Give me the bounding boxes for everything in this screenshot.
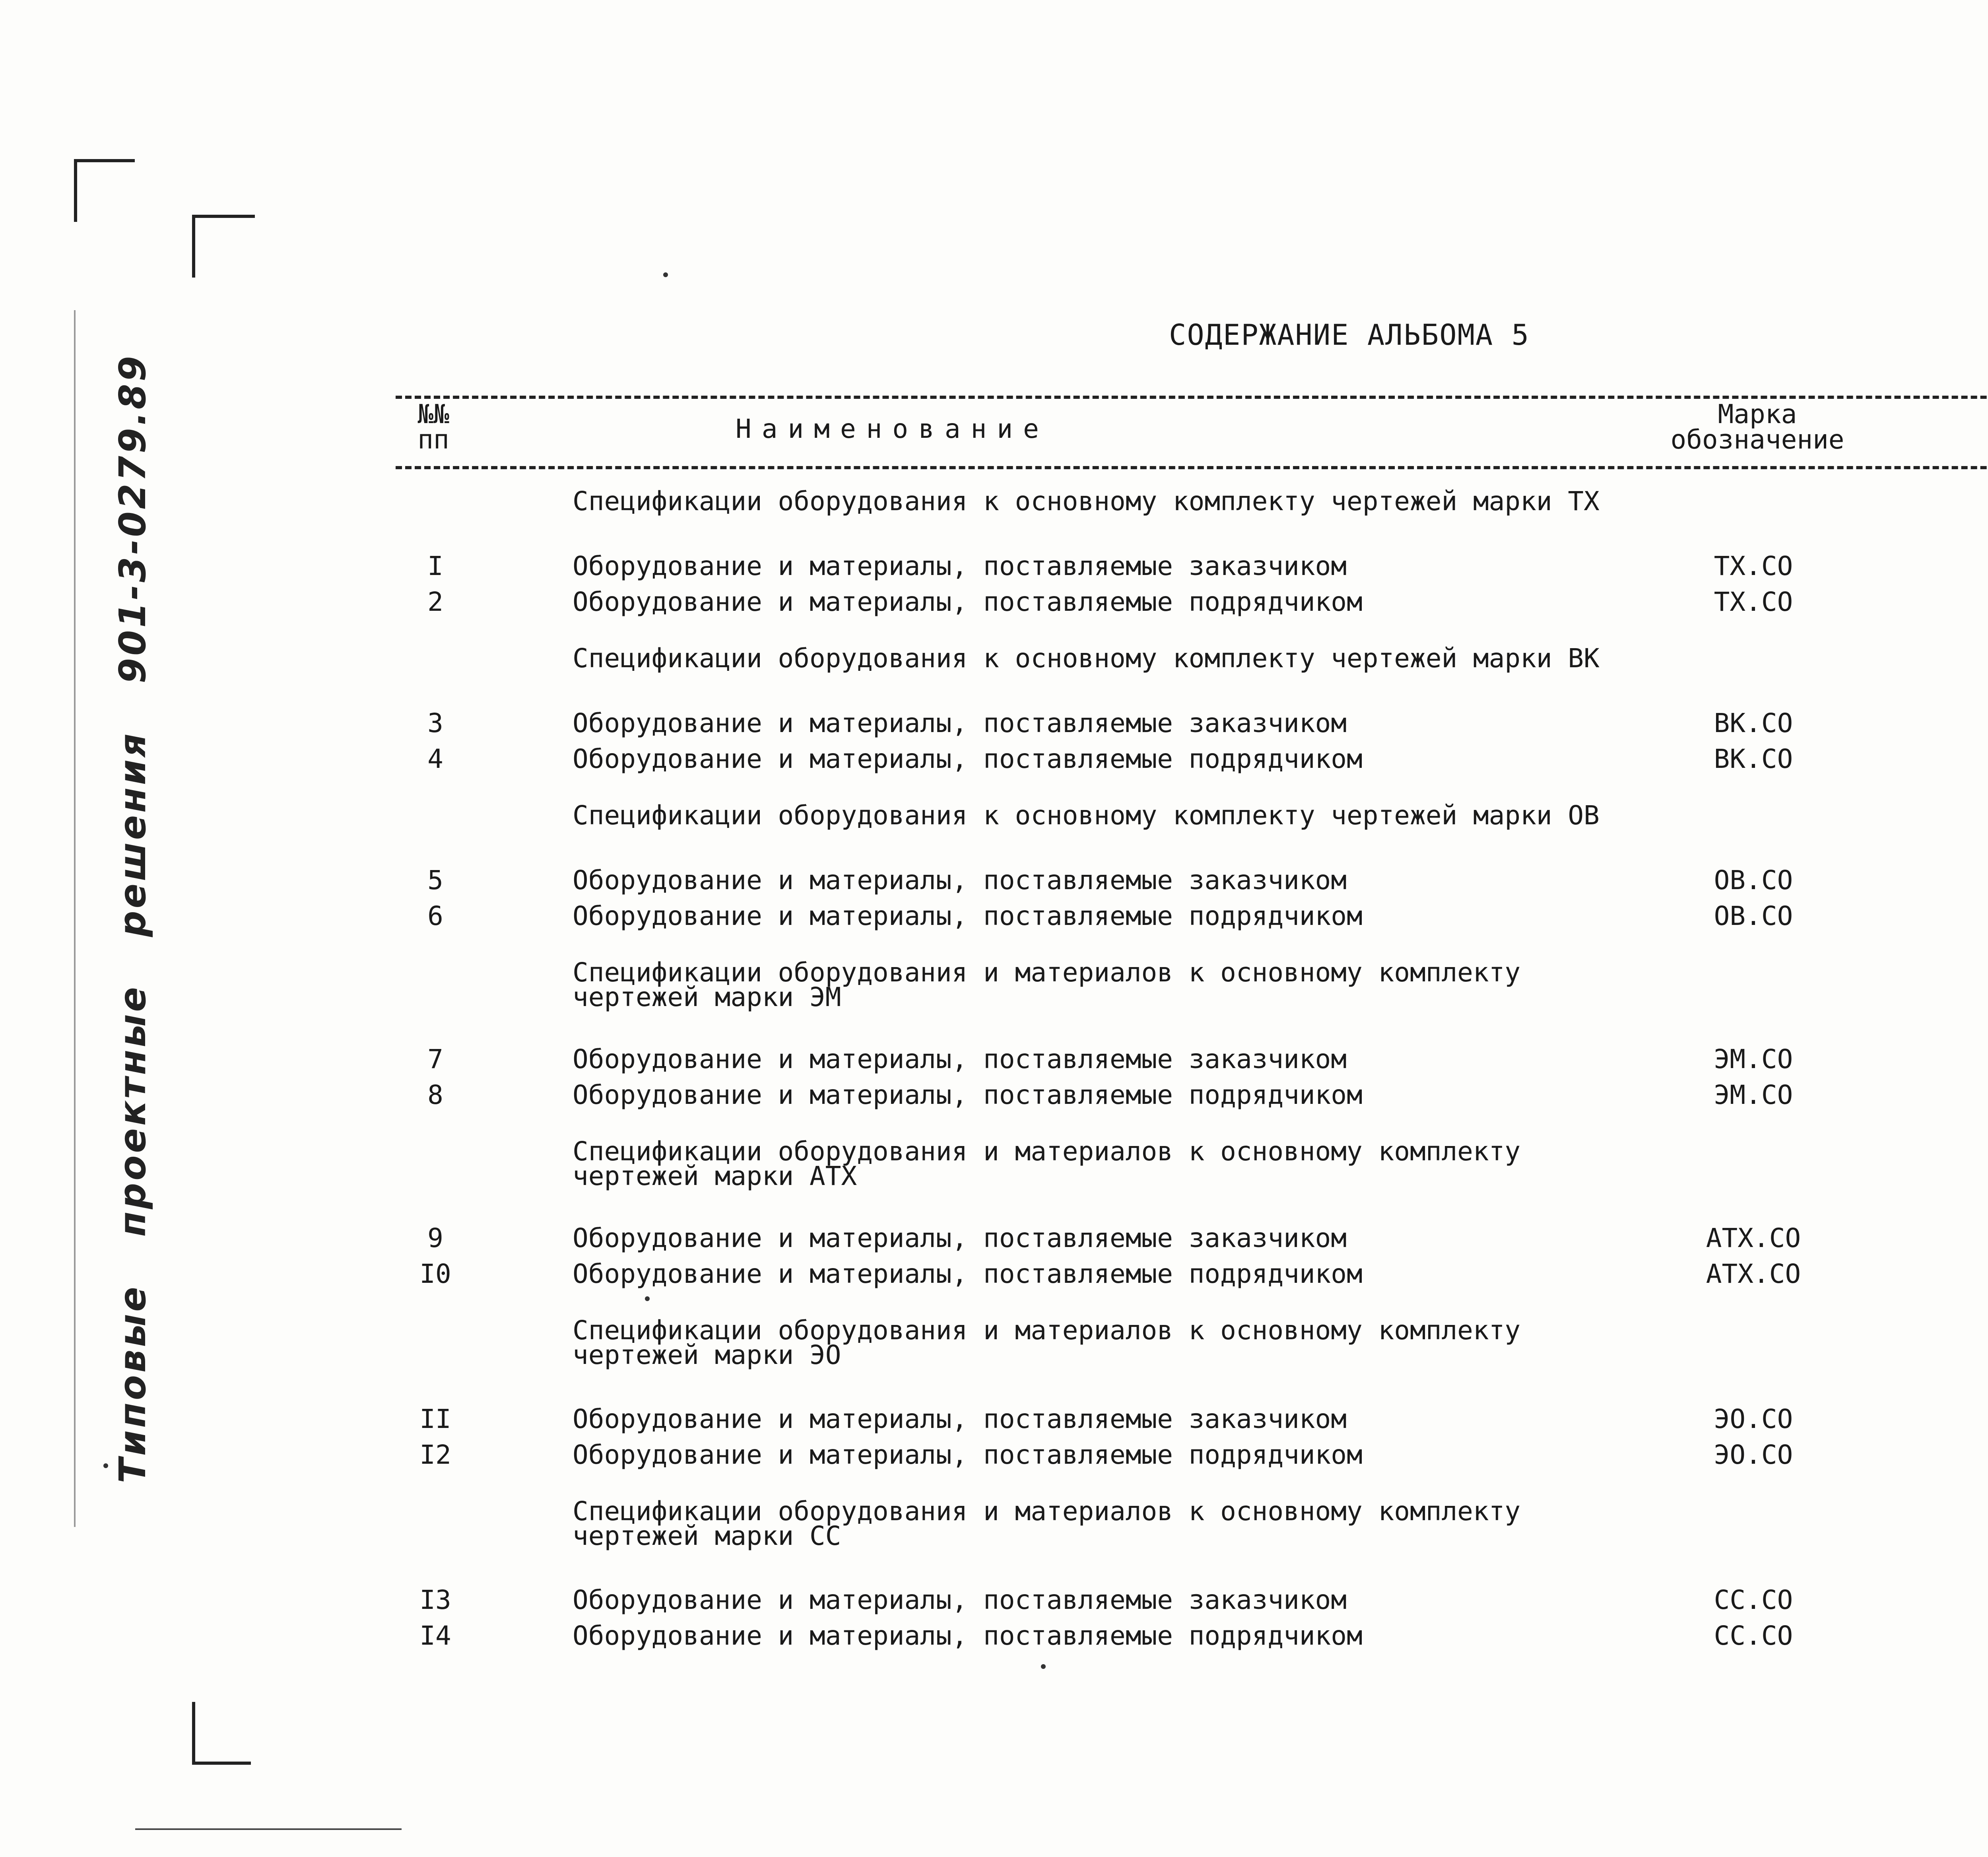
row-name: Оборудование и материалы, поставляемые подрядчиком bbox=[573, 744, 1363, 774]
row-name: Оборудование и материалы, поставляемые заказчиком bbox=[573, 1585, 1347, 1615]
row-mark: СС.СО bbox=[1714, 1620, 1793, 1651]
table-row bbox=[0, 1259, 1988, 1294]
row-number: I3 bbox=[419, 1585, 451, 1615]
table-row bbox=[0, 744, 1988, 779]
side-stamp-word: решения bbox=[111, 731, 154, 937]
row-mark: ВК.СО bbox=[1714, 708, 1793, 738]
table-row bbox=[0, 1044, 1988, 1080]
row-mark: ОВ.СО bbox=[1714, 865, 1793, 895]
row-number: II bbox=[419, 1404, 451, 1434]
row-mark: ЭМ.СО bbox=[1714, 1080, 1793, 1110]
row-number: 4 bbox=[427, 744, 443, 774]
row-name: Оборудование и материалы, поставляемые заказчиком bbox=[573, 1223, 1347, 1253]
row-name: Оборудование и материалы, поставляемые подрядчиком bbox=[573, 1080, 1363, 1110]
section-title-line: Спецификации оборудования и материалов к основному комплекту bbox=[573, 1136, 1521, 1167]
section-title-line: чертежей марки СС bbox=[573, 1521, 841, 1551]
scan-speck bbox=[1041, 1664, 1046, 1669]
row-mark: ЭО.СО bbox=[1714, 1439, 1793, 1470]
row-mark: АТХ.СО bbox=[1706, 1259, 1801, 1289]
section-title: Спецификации оборудования к основному комплекту чертежей марки ТХ bbox=[573, 486, 1600, 517]
table-row bbox=[0, 587, 1988, 622]
section-title: Спецификации оборудования к основному комплекту чертежей марки ВК bbox=[573, 643, 1600, 674]
row-number: 3 bbox=[427, 708, 443, 738]
row-number: 2 bbox=[427, 587, 443, 617]
side-stamp-code: 901-3-0279.89 bbox=[111, 354, 154, 684]
table-row bbox=[0, 1439, 1988, 1475]
section-title-line: Спецификации оборудования и материалов к основному комплекту bbox=[573, 1496, 1521, 1527]
row-mark: ЭМ.СО bbox=[1714, 1044, 1793, 1074]
row-number: I2 bbox=[419, 1439, 451, 1470]
row-mark: ОВ.СО bbox=[1714, 901, 1793, 931]
row-number: I0 bbox=[419, 1259, 451, 1289]
frame-corner-top-left bbox=[192, 215, 255, 278]
table-row bbox=[0, 1404, 1988, 1439]
row-name: Оборудование и материалы, поставляемые подрядчиком bbox=[573, 901, 1363, 931]
table-row bbox=[0, 551, 1988, 587]
row-mark: ВК.СО bbox=[1714, 744, 1793, 774]
section-title-line: чертежей марки ЭО bbox=[573, 1340, 841, 1370]
row-number: I bbox=[427, 551, 443, 581]
section-title-line: чертежей марки АТХ bbox=[573, 1161, 857, 1191]
table-header-rule-bottom bbox=[396, 466, 1988, 469]
row-name: Оборудование и материалы, поставляемые подрядчиком bbox=[573, 1439, 1363, 1470]
frame-corner-top-left-outer bbox=[74, 159, 135, 222]
row-mark: ТХ.СО bbox=[1714, 551, 1793, 581]
row-name: Оборудование и материалы, поставляемые заказчиком bbox=[573, 551, 1347, 581]
row-name: Оборудование и материалы, поставляемые подрядчиком bbox=[573, 1259, 1363, 1289]
section-title bbox=[573, 957, 1521, 1012]
row-name: Оборудование и материалы, поставляемые заказчиком bbox=[573, 708, 1347, 738]
section-title: Спецификации оборудования к основному комплекту чертежей марки ОВ bbox=[573, 800, 1600, 831]
row-name: Оборудование и материалы, поставляемые подрядчиком bbox=[573, 587, 1363, 617]
row-name: Оборудование и материалы, поставляемые заказчиком bbox=[573, 865, 1347, 895]
table-row bbox=[0, 1080, 1988, 1115]
table-header-rule-top bbox=[396, 396, 1988, 399]
table-row bbox=[0, 865, 1988, 901]
table-row bbox=[0, 708, 1988, 744]
row-mark: СС.СО bbox=[1714, 1585, 1793, 1615]
frame-corner-bottom-left bbox=[192, 1702, 251, 1765]
section-title bbox=[573, 1496, 1521, 1551]
row-number: I4 bbox=[419, 1620, 451, 1651]
section-title bbox=[573, 1136, 1521, 1191]
section-title bbox=[573, 1315, 1521, 1370]
section-title-line: Спецификации оборудования и материалов к основному комплекту bbox=[573, 1315, 1521, 1346]
bottom-edge-line bbox=[135, 1828, 402, 1830]
row-number: 7 bbox=[427, 1044, 443, 1074]
row-mark: ТХ.СО bbox=[1714, 587, 1793, 617]
row-mark: ЭО.СО bbox=[1714, 1404, 1793, 1434]
row-name: Оборудование и материалы, поставляемые заказчиком bbox=[573, 1044, 1347, 1074]
row-number: 5 bbox=[427, 865, 443, 895]
table-row bbox=[0, 1585, 1988, 1620]
row-number: 9 bbox=[427, 1223, 443, 1253]
scan-speck bbox=[663, 272, 668, 277]
table-row bbox=[0, 1620, 1988, 1656]
row-number: 8 bbox=[427, 1080, 443, 1110]
scan-speck bbox=[645, 1296, 650, 1301]
table-row bbox=[0, 1223, 1988, 1259]
section-title-line: чертежей марки ЭМ bbox=[573, 982, 841, 1012]
side-stamp-word: Типовые bbox=[111, 1284, 154, 1483]
table-row bbox=[0, 901, 1988, 936]
side-stamp-word: проектные bbox=[111, 985, 154, 1237]
row-number: 6 bbox=[427, 901, 443, 931]
album-title: СОДЕРЖАНИЕ АЛЬБОМА 5 bbox=[1169, 318, 1530, 352]
column-header-mark: Марка обозначение bbox=[1670, 399, 1844, 455]
section-title-line: Спецификации оборудования и материалов к основному комплекту bbox=[573, 957, 1521, 988]
row-name: Оборудование и материалы, поставляемые заказчиком bbox=[573, 1404, 1347, 1434]
row-name: Оборудование и материалы, поставляемые подрядчиком bbox=[573, 1620, 1363, 1651]
column-header-number: №№ пп bbox=[417, 399, 449, 455]
column-header-name: Наименование bbox=[736, 414, 1049, 444]
row-mark: АТХ.СО bbox=[1706, 1223, 1801, 1253]
